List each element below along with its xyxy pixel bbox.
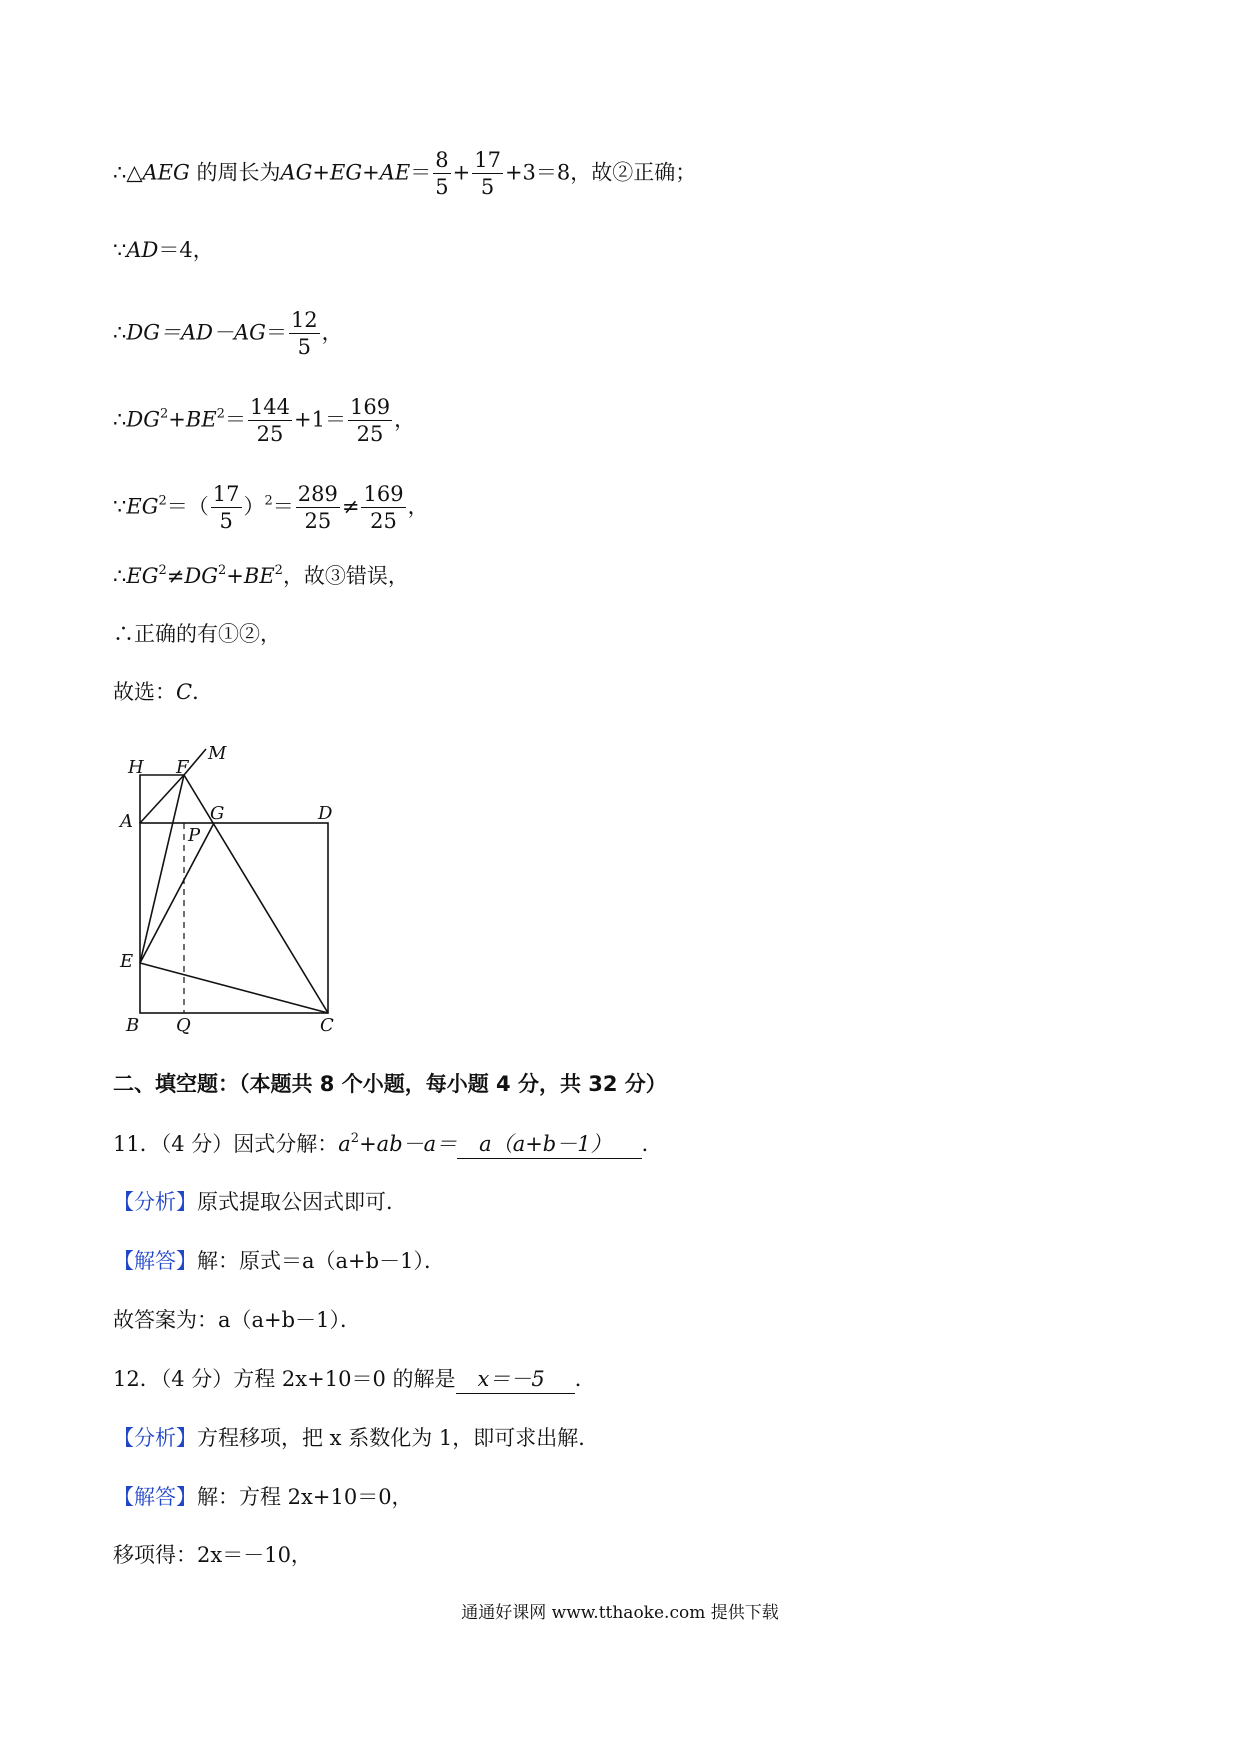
label-c: C [320, 1015, 334, 1035]
conclusion-3-line [113, 562, 409, 590]
label-g: G [210, 803, 225, 824]
q12-analysis [113, 1424, 599, 1452]
fraction [472, 150, 503, 198]
label-e: E [120, 951, 134, 972]
numerator: 144 [249, 395, 291, 419]
math-var: DG [184, 564, 218, 588]
eg-squared-line [113, 484, 429, 532]
analysis-text: 方程移项，把 x 系数化为 1，即可求出解． [197, 1426, 600, 1450]
dg-line [113, 310, 343, 358]
solution-text: 解：原式＝a（a+b－1）． [197, 1249, 445, 1273]
exponent: 2 [160, 406, 169, 422]
exponent: 2 [158, 493, 167, 509]
solution-text: 解：方程 2x+10＝0， [197, 1485, 413, 1509]
question-stem: 12．（4 分）方程 2x+10＝0 的解是 [113, 1367, 456, 1391]
fraction [248, 397, 292, 445]
exponent: 2 [216, 406, 225, 422]
equals: ＝ [224, 407, 246, 432]
equals: ＝ [272, 494, 294, 519]
numerator: 169 [363, 482, 404, 506]
denominator: 5 [297, 335, 311, 359]
text: 的周长为 [189, 160, 281, 185]
equals: ＝ [410, 160, 432, 185]
math-expr: +ab－a＝ [359, 1132, 458, 1156]
analysis-text: 原式提取公因式即可． [197, 1190, 407, 1214]
denominator: 25 [356, 422, 384, 446]
answer-choice: C [176, 680, 193, 704]
exponent: 2 [274, 563, 283, 578]
fraction [361, 484, 405, 532]
text: 故选： [113, 680, 176, 704]
text: ． [641, 1132, 663, 1156]
answer-blank: a（a+b－1） [457, 1130, 641, 1159]
label-f: F [176, 757, 189, 778]
fraction [433, 150, 450, 198]
numerator: 8 [435, 148, 449, 172]
fraction [348, 397, 392, 445]
equals: ＝ [265, 320, 287, 345]
denominator: 25 [304, 509, 332, 533]
answer-blank: x＝－5 [456, 1365, 575, 1394]
paren: ） [243, 494, 265, 519]
math-var: BE [185, 407, 217, 432]
segment-eg [140, 823, 214, 963]
denominator: 5 [219, 509, 233, 533]
q12-step: 移项得：2x＝－10， [113, 1543, 312, 1567]
text: ， [394, 407, 416, 432]
because-symbol: ∵ [113, 238, 127, 262]
math-expr: DG＝AD－AG [126, 320, 266, 345]
not-equal: ≠ [341, 494, 360, 519]
math-expr: AG+EG+AE [280, 160, 411, 185]
segment-ec [140, 963, 328, 1013]
denominator: 5 [480, 175, 495, 199]
geometry-figure [110, 735, 370, 1035]
solution-tag: 【解答】 [113, 1249, 197, 1273]
q12-solution [113, 1483, 413, 1511]
numerator: 17 [474, 148, 501, 172]
text: ， [407, 494, 429, 519]
label-h: H [128, 757, 144, 778]
denominator: 25 [256, 422, 284, 446]
text: ＝4， [158, 238, 214, 262]
not-equal: ≠ [166, 564, 185, 588]
triangle-name: AEG [142, 160, 190, 185]
label-p: P [188, 825, 201, 846]
because-symbol: ∵ [113, 494, 127, 519]
text: +1＝ [294, 407, 346, 432]
q11-final: 故答案为：a（a+b－1）． [113, 1308, 361, 1332]
plus: + [452, 160, 471, 185]
sum-squares-line [113, 397, 415, 445]
given-line [113, 236, 214, 264]
section-heading: 二、填空题：（本题共 8 个小题，每小题 4 分，共 32 分） [113, 1072, 667, 1096]
exponent: 2 [158, 563, 167, 578]
solution-tag: 【解答】 [113, 1485, 197, 1509]
analysis-tag: 【分析】 [113, 1426, 197, 1450]
perimeter-line [113, 150, 696, 198]
therefore-symbol: ∴ [113, 564, 127, 588]
label-d: D [318, 803, 333, 824]
therefore-symbol: ∴ [113, 407, 127, 432]
correct-items-line: ∴正确的有①②， [113, 622, 281, 646]
exponent: 2 [264, 493, 273, 509]
math-var: BE [243, 564, 275, 588]
segment-af [140, 775, 184, 823]
question-12 [113, 1365, 596, 1394]
math-var: AD [126, 238, 159, 262]
plus: + [226, 564, 244, 588]
label-b: B [126, 1015, 140, 1035]
text: ，故③错误， [282, 564, 409, 588]
math-var: EG [126, 564, 159, 588]
label-q: Q [176, 1015, 191, 1035]
fraction [211, 484, 242, 532]
plus: + [168, 407, 186, 432]
q11-solution [113, 1247, 445, 1275]
text: ， [321, 320, 343, 345]
math-var: a [338, 1132, 351, 1156]
denominator: 5 [435, 175, 449, 199]
analysis-tag: 【分析】 [113, 1190, 197, 1214]
numerator: 12 [290, 308, 318, 332]
text: ． [574, 1367, 596, 1391]
choice-line [113, 678, 213, 706]
fraction [289, 310, 320, 358]
label-a: A [120, 811, 133, 832]
math-var: DG [126, 407, 160, 432]
numerator: 169 [350, 395, 391, 419]
denominator: 25 [370, 509, 397, 533]
question-stem: 11．（4 分）因式分解： [113, 1132, 339, 1156]
text: ． [192, 680, 214, 704]
fraction [296, 484, 340, 532]
exponent: 2 [350, 1131, 360, 1146]
label-m: M [208, 743, 227, 764]
page-footer: 通通好课网 www.tthaoke.com 提供下载 [461, 1603, 779, 1623]
therefore-symbol: ∴△ [113, 160, 143, 185]
therefore-symbol: ∴ [113, 320, 127, 345]
q11-analysis [113, 1188, 407, 1216]
exponent: 2 [218, 563, 227, 578]
question-11 [113, 1130, 663, 1159]
segment-fe [140, 775, 184, 963]
numerator: 17 [212, 482, 240, 506]
math-var: EG [126, 494, 159, 519]
rectangle-abcd [140, 823, 328, 1013]
equals: ＝（ [166, 494, 209, 519]
segment-fc [184, 775, 328, 1013]
numerator: 289 [297, 482, 338, 506]
text: +3＝8，故②正确； [504, 160, 697, 185]
